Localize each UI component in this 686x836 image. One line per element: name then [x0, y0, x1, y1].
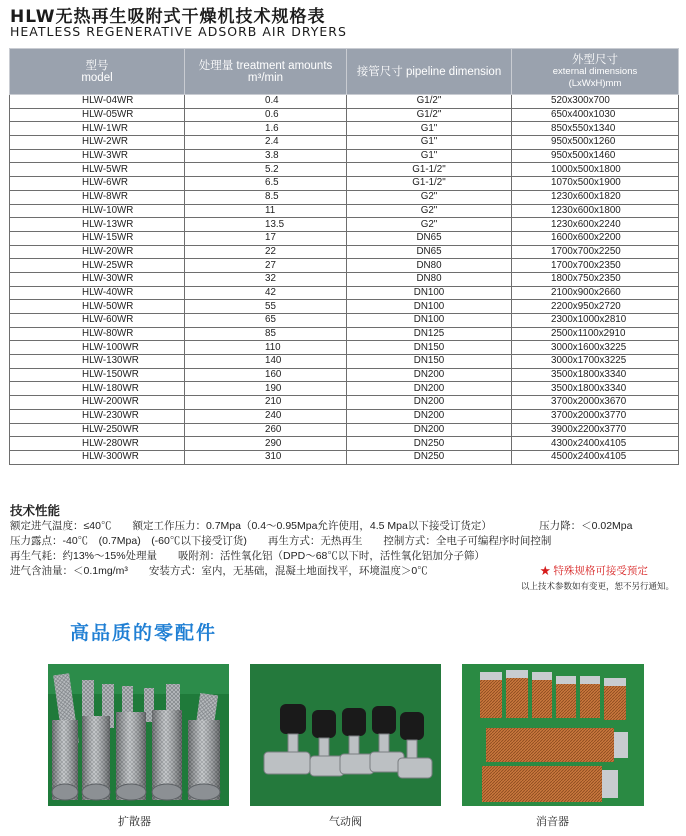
cell-pipe: G1"	[347, 136, 512, 150]
cell-model: HLW-80WR	[10, 327, 185, 341]
cell-dims: 4300x2400x4105	[512, 437, 679, 451]
cell-model: HLW-180WR	[10, 382, 185, 396]
tech-line-1: 额定进气温度：≤40℃ 额定工作压力：0.7Mpa（0.4～0.95Mpa允许使用，4.5 Mpa以下接受订货定） 压力降：＜0.02Mpa	[10, 520, 633, 532]
cell-pipe: DN200	[347, 368, 512, 382]
cell-dims: 3000x1600x3225	[512, 341, 679, 355]
cell-pipe: DN250	[347, 437, 512, 451]
table-row	[10, 190, 679, 204]
cell-model: HLW-04WR	[10, 95, 185, 109]
cell-flow: 32	[185, 272, 347, 286]
table-row	[10, 437, 679, 451]
cell-flow: 11	[185, 204, 347, 218]
cell-pipe: DN150	[347, 355, 512, 369]
cell-model: HLW-10WR	[10, 204, 185, 218]
table-row	[10, 300, 679, 314]
table-row	[10, 95, 679, 109]
cell-dims: 1070x500x1900	[512, 177, 679, 191]
cell-model: HLW-30WR	[10, 272, 185, 286]
cell-pipe: G1/2"	[347, 108, 512, 122]
page-subtitle: HEATLESS REGENERATIVE ADSORB AIR DRYERS	[10, 24, 347, 39]
page-title: HLW无热再生吸附式干燥机技术规格表	[10, 7, 326, 27]
header-dims-zh: 外型尺寸	[572, 53, 618, 66]
cell-flow: 55	[185, 300, 347, 314]
cell-flow: 27	[185, 259, 347, 273]
cell-model: HLW-250WR	[10, 423, 185, 437]
cell-dims: 1230x600x1800	[512, 204, 679, 218]
cell-model: HLW-230WR	[10, 409, 185, 423]
cell-model: HLW-150WR	[10, 368, 185, 382]
diffuser-image	[48, 664, 229, 806]
cell-model: HLW-60WR	[10, 314, 185, 328]
cell-model: HLW-300WR	[10, 450, 185, 464]
cell-pipe: DN200	[347, 382, 512, 396]
header-flow	[185, 49, 347, 95]
cell-dims: 950x500x1460	[512, 149, 679, 163]
cell-dims: 2500x1100x2910	[512, 327, 679, 341]
cell-model: HLW-8WR	[10, 190, 185, 204]
table-row	[10, 177, 679, 191]
cell-flow: 210	[185, 396, 347, 410]
cell-model: HLW-6WR	[10, 177, 185, 191]
cell-dims: 2300x1000x2810	[512, 314, 679, 328]
cell-pipe: DN150	[347, 341, 512, 355]
cell-flow: 190	[185, 382, 347, 396]
cell-flow: 310	[185, 450, 347, 464]
cell-model: HLW-280WR	[10, 437, 185, 451]
diffuser-photo	[48, 664, 229, 806]
cell-dims: 3900x2200x3770	[512, 423, 679, 437]
table-row	[10, 136, 679, 150]
cell-dims: 3500x1800x3340	[512, 382, 679, 396]
cell-dims: 2100x900x2660	[512, 286, 679, 300]
table-row	[10, 218, 679, 232]
cell-dims: 1700x700x2250	[512, 245, 679, 259]
cell-flow: 260	[185, 423, 347, 437]
table-row	[10, 327, 679, 341]
cell-pipe: G1/2"	[347, 95, 512, 109]
cell-model: HLW-100WR	[10, 341, 185, 355]
cell-flow: 290	[185, 437, 347, 451]
cell-pipe: G1-1/2"	[347, 177, 512, 191]
tech-line-4: 进气含油量：＜0.1mg/m³ 安装方式：室内，无基础，混凝土地面找平，环境温度＞0℃	[10, 565, 428, 577]
cell-dims: 1230x600x1820	[512, 190, 679, 204]
cell-pipe: DN80	[347, 272, 512, 286]
cell-flow: 65	[185, 314, 347, 328]
tech-line-3: 再生气耗：约13%～15%处理量 吸附剂：活性氧化铝（DPD～68℃以下时，活性氧化铝加分子筛）	[10, 550, 485, 562]
cell-pipe: DN100	[347, 314, 512, 328]
header-dims	[512, 49, 679, 95]
cell-model: HLW-1WR	[10, 122, 185, 136]
cell-pipe: G2"	[347, 204, 512, 218]
cell-flow: 3.8	[185, 149, 347, 163]
cell-pipe: G1"	[347, 149, 512, 163]
cell-pipe: DN250	[347, 450, 512, 464]
cell-model: HLW-05WR	[10, 108, 185, 122]
pneumatic-valve-photo	[250, 664, 441, 806]
table-row	[10, 149, 679, 163]
cell-pipe: DN200	[347, 396, 512, 410]
cell-pipe: DN65	[347, 231, 512, 245]
cell-pipe: G2"	[347, 190, 512, 204]
header-pipe	[347, 49, 512, 95]
cell-model: HLW-3WR	[10, 149, 185, 163]
cell-flow: 110	[185, 341, 347, 355]
header-pipe-zh: 接管尺寸 pipeline dimension	[356, 65, 502, 78]
cell-model: HLW-25WR	[10, 259, 185, 273]
cell-flow: 42	[185, 286, 347, 300]
tech-line-2: 压力露点：-40℃ (0.7Mpa) (-60℃以下接受订货) 再生方式：无热再生 控制方式：全电子可编程序时间控制	[10, 535, 552, 547]
cell-pipe: DN200	[347, 423, 512, 437]
cell-pipe: G1-1/2"	[347, 163, 512, 177]
table-row	[10, 259, 679, 273]
caption-pneumatic-valve: 气动阀	[329, 815, 362, 828]
cell-model: HLW-5WR	[10, 163, 185, 177]
header-model-en: model	[81, 71, 113, 84]
table-row	[10, 409, 679, 423]
cell-flow: 85	[185, 327, 347, 341]
parts-section-title: 高品质的零配件	[70, 622, 218, 644]
cell-pipe: G2"	[347, 218, 512, 232]
cell-model: HLW-40WR	[10, 286, 185, 300]
header-flow-zh: 处理量 treatment amounts	[198, 59, 333, 72]
table-row	[10, 450, 679, 464]
cell-dims: 1600x600x2200	[512, 231, 679, 245]
silencer-photo	[462, 664, 644, 806]
cell-dims: 1230x600x2240	[512, 218, 679, 232]
cell-model: HLW-50WR	[10, 300, 185, 314]
cell-flow: 140	[185, 355, 347, 369]
cell-flow: 2.4	[185, 136, 347, 150]
cell-flow: 0.4	[185, 95, 347, 109]
cell-model: HLW-20WR	[10, 245, 185, 259]
cell-flow: 13.5	[185, 218, 347, 232]
table-row	[10, 423, 679, 437]
cell-flow: 240	[185, 409, 347, 423]
cell-flow: 8.5	[185, 190, 347, 204]
cell-pipe: DN200	[347, 409, 512, 423]
table-row	[10, 341, 679, 355]
table-row	[10, 314, 679, 328]
cell-model: HLW-200WR	[10, 396, 185, 410]
table-row	[10, 231, 679, 245]
cell-dims: 1800x750x2350	[512, 272, 679, 286]
header-dims-unit: (LxWxH)mm	[568, 77, 622, 89]
table-row	[10, 382, 679, 396]
cell-model: HLW-13WR	[10, 218, 185, 232]
table-row	[10, 272, 679, 286]
table-row	[10, 204, 679, 218]
table-row	[10, 122, 679, 136]
cell-pipe: DN100	[347, 286, 512, 300]
cell-flow: 22	[185, 245, 347, 259]
cell-model: HLW-15WR	[10, 231, 185, 245]
cell-dims: 520x300x700	[512, 95, 679, 109]
header-model	[10, 49, 185, 95]
tech-section-title: 技术性能	[10, 504, 61, 518]
table-row	[10, 368, 679, 382]
cell-model: HLW-2WR	[10, 136, 185, 150]
cell-dims: 3500x1800x3340	[512, 368, 679, 382]
table-row	[10, 355, 679, 369]
cell-pipe: G1"	[347, 122, 512, 136]
cell-dims: 1700x700x2350	[512, 259, 679, 273]
table-row	[10, 108, 679, 122]
cell-dims: 850x550x1340	[512, 122, 679, 136]
cell-pipe: DN65	[347, 245, 512, 259]
cell-pipe: DN125	[347, 327, 512, 341]
cell-dims: 4500x2400x4105	[512, 450, 679, 464]
cell-flow: 5.2	[185, 163, 347, 177]
silencer-image	[462, 664, 644, 806]
cell-pipe: DN100	[347, 300, 512, 314]
caption-silencer: 消音器	[536, 815, 569, 828]
table-header-row	[10, 49, 679, 95]
cell-flow: 17	[185, 231, 347, 245]
table-row	[10, 163, 679, 177]
header-model-zh: 型号	[85, 59, 109, 72]
cell-dims: 1000x500x1800	[512, 163, 679, 177]
cell-flow: 0.6	[185, 108, 347, 122]
table-row	[10, 396, 679, 410]
pneumatic-valve-image	[250, 664, 441, 806]
table-row	[10, 286, 679, 300]
cell-dims: 3000x1700x3225	[512, 355, 679, 369]
change-notice: 以上技术参数如有变更，恕不另行通知。	[521, 581, 675, 591]
cell-dims: 3700x2000x3770	[512, 409, 679, 423]
cell-dims: 950x500x1260	[512, 136, 679, 150]
cell-pipe: DN80	[347, 259, 512, 273]
cell-model: HLW-130WR	[10, 355, 185, 369]
spec-table	[9, 48, 679, 465]
cell-dims: 650x400x1030	[512, 108, 679, 122]
special-order-note: ★ 特殊规格可接受预定	[540, 565, 648, 577]
cell-flow: 6.5	[185, 177, 347, 191]
header-flow-unit: m³/min	[247, 71, 284, 84]
cell-flow: 1.6	[185, 122, 347, 136]
caption-diffuser: 扩散器	[118, 815, 151, 828]
header-dims-en: external dimensions	[552, 65, 638, 77]
table-row	[10, 245, 679, 259]
cell-dims: 2200x950x2720	[512, 300, 679, 314]
cell-flow: 160	[185, 368, 347, 382]
cell-dims: 3700x2000x3670	[512, 396, 679, 410]
